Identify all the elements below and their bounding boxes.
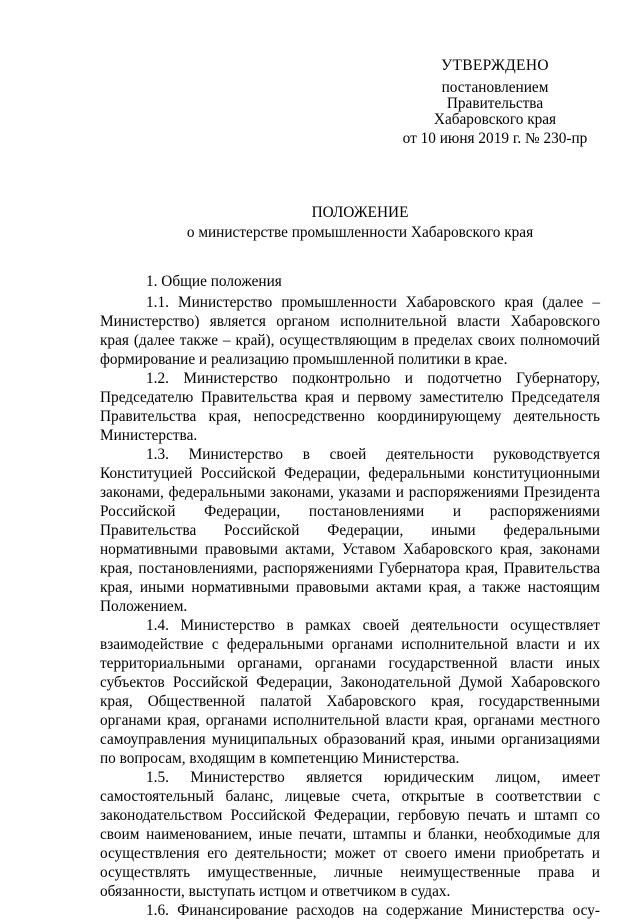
paragraph-1-4: 1.4. Министерство в рамках своей деятельности осуществляет взаимодействие с федеральными органами исполнительной власти и их территориальными органами, органами государственной власти иных субъектов Российской Федерации, Законодательной Думой Хабаровского края, Общественной палатой Хабаровского края, государственными органами края, органами исполнительной власти края, органами местного самоуправления муниципальных образований края, иными организациями по вопросам, входящим в компетенцию Министерства.: [100, 617, 600, 767]
title-subtitle: о министерстве промышленности Хабаровского края: [186, 224, 534, 241]
section-heading: 1. Общие положения: [146, 273, 282, 290]
document-body: [100, 293, 600, 920]
paragraph-1-2: 1.2. Министерство подконтрольно и подотчетно Губернатору, Председателю Правительства края и первому заместителю Председателя Правительства края, непосредственно координирующему деятельность Министерства.: [100, 370, 600, 444]
approval-stamp: [390, 58, 600, 147]
approval-line-2: Правительства: [446, 95, 544, 112]
approval-line-4: от 10 июня 2019 г. № 230-пр: [402, 130, 588, 147]
approval-line-1: постановлением: [441, 79, 549, 96]
paragraph-1-5: 1.5. Министерство является юридическим лицом, имеет самостоятельный баланс, лицевые счета, открытые в соответствии с законодательством Российской Федерации, гербовую печать и штамп со своим наименованием, иные печати, штампы и бланки, необходимые для осуществления его деятельности; может от своего имени приобретать и осуществлять имущественные, личные неимущественные права и обязанности, выступать истцом и ответчиком в судах.: [100, 769, 600, 900]
approval-line-3: Хабаровского края: [433, 111, 557, 128]
paragraph-1-6: 1.6. Финансирование расходов на содержание Министерства осу-: [146, 902, 600, 919]
approval-heading: УТВЕРЖДЕНО: [441, 57, 549, 74]
paragraph-1-1: 1.1. Министерство промышленности Хабаровского края (далее – Министерство) является органом исполнительной власти Хабаровского края (далее также – край), осуществляющим в пределах своих полномочий формирование и реализацию промышленной политики в крае.: [100, 294, 600, 368]
title-main: ПОЛОЖЕНИЕ: [311, 204, 409, 221]
paragraph-1-3: 1.3. Министерство в своей деятельности руководствуется Конституцией Российской Федерации, федеральными конституционными законами, федеральными законами, указами и распоряжениями Президента Российской Федерации, постановлениями и распоряжениями Правительства Российской Федерации, иными федеральными нормативными правовыми актами, Уставом Хабаровского края, законами края, постановлениями, распоряжениями Губернатора края, Правительства края, иными нормативными правовыми актами края, а также настоящим Положением.: [100, 446, 600, 615]
document-title: [0, 203, 640, 243]
